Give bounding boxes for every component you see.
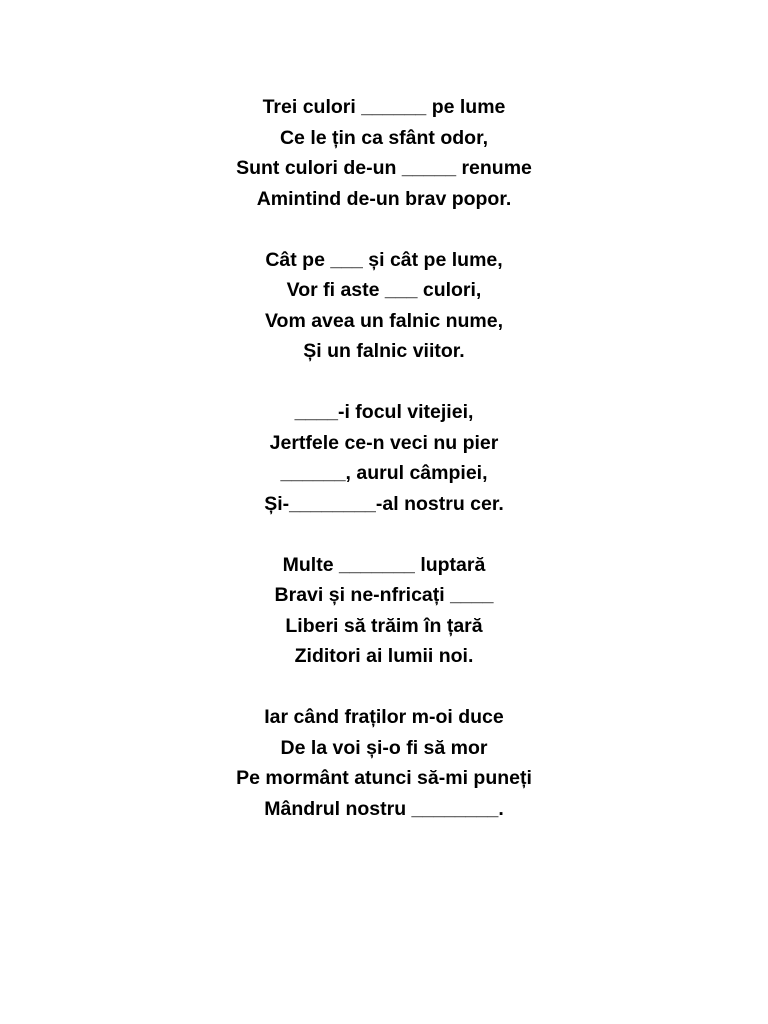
stanza-3 [0,397,768,519]
poem-line: Sunt culori de-un _____ renume [236,157,532,179]
poem-line: Vor fi aste ___ culori, [286,279,482,301]
poem-line: Trei culori ______ pe lume [262,96,506,118]
stanza-1 [0,92,768,214]
poem-line: ______, aurul câmpiei, [280,462,488,484]
poem-line: Ce le țin ca sfânt odor, [279,126,489,149]
poem-line: Pe mormânt atunci să-mi puneți [236,767,532,789]
poem-line: Vom avea un falnic nume, [264,309,504,332]
poem-line: De la voi și-o fi să mor [280,736,488,759]
stanza-5 [0,702,768,824]
poem-line: Iar când fraților m-oi duce [264,706,504,728]
poem-line: Mândrul nostru ________. [264,797,504,820]
poem-line: Amintind de-un brav popor. [256,187,512,210]
poem [0,92,768,855]
poem-line: Și un falnic viitor. [303,340,465,362]
poem-line: ____-i focul vitejiei, [294,401,474,423]
poem-line: Liberi să trăim în țară [285,614,483,637]
stanza-4 [0,550,768,672]
poem-line: Bravi și ne-nfricați ____ [274,584,494,606]
poem-line: Jertfele ce-n veci nu pier [269,431,499,454]
stanza-2 [0,245,768,367]
poem-line: Ziditori ai lumii noi. [294,645,474,667]
poem-line: Cât pe ___ și cât pe lume, [265,248,503,271]
poem-line: Multe _______ luptară [282,553,486,576]
poem-line: Și-________-al nostru cer. [264,492,504,515]
